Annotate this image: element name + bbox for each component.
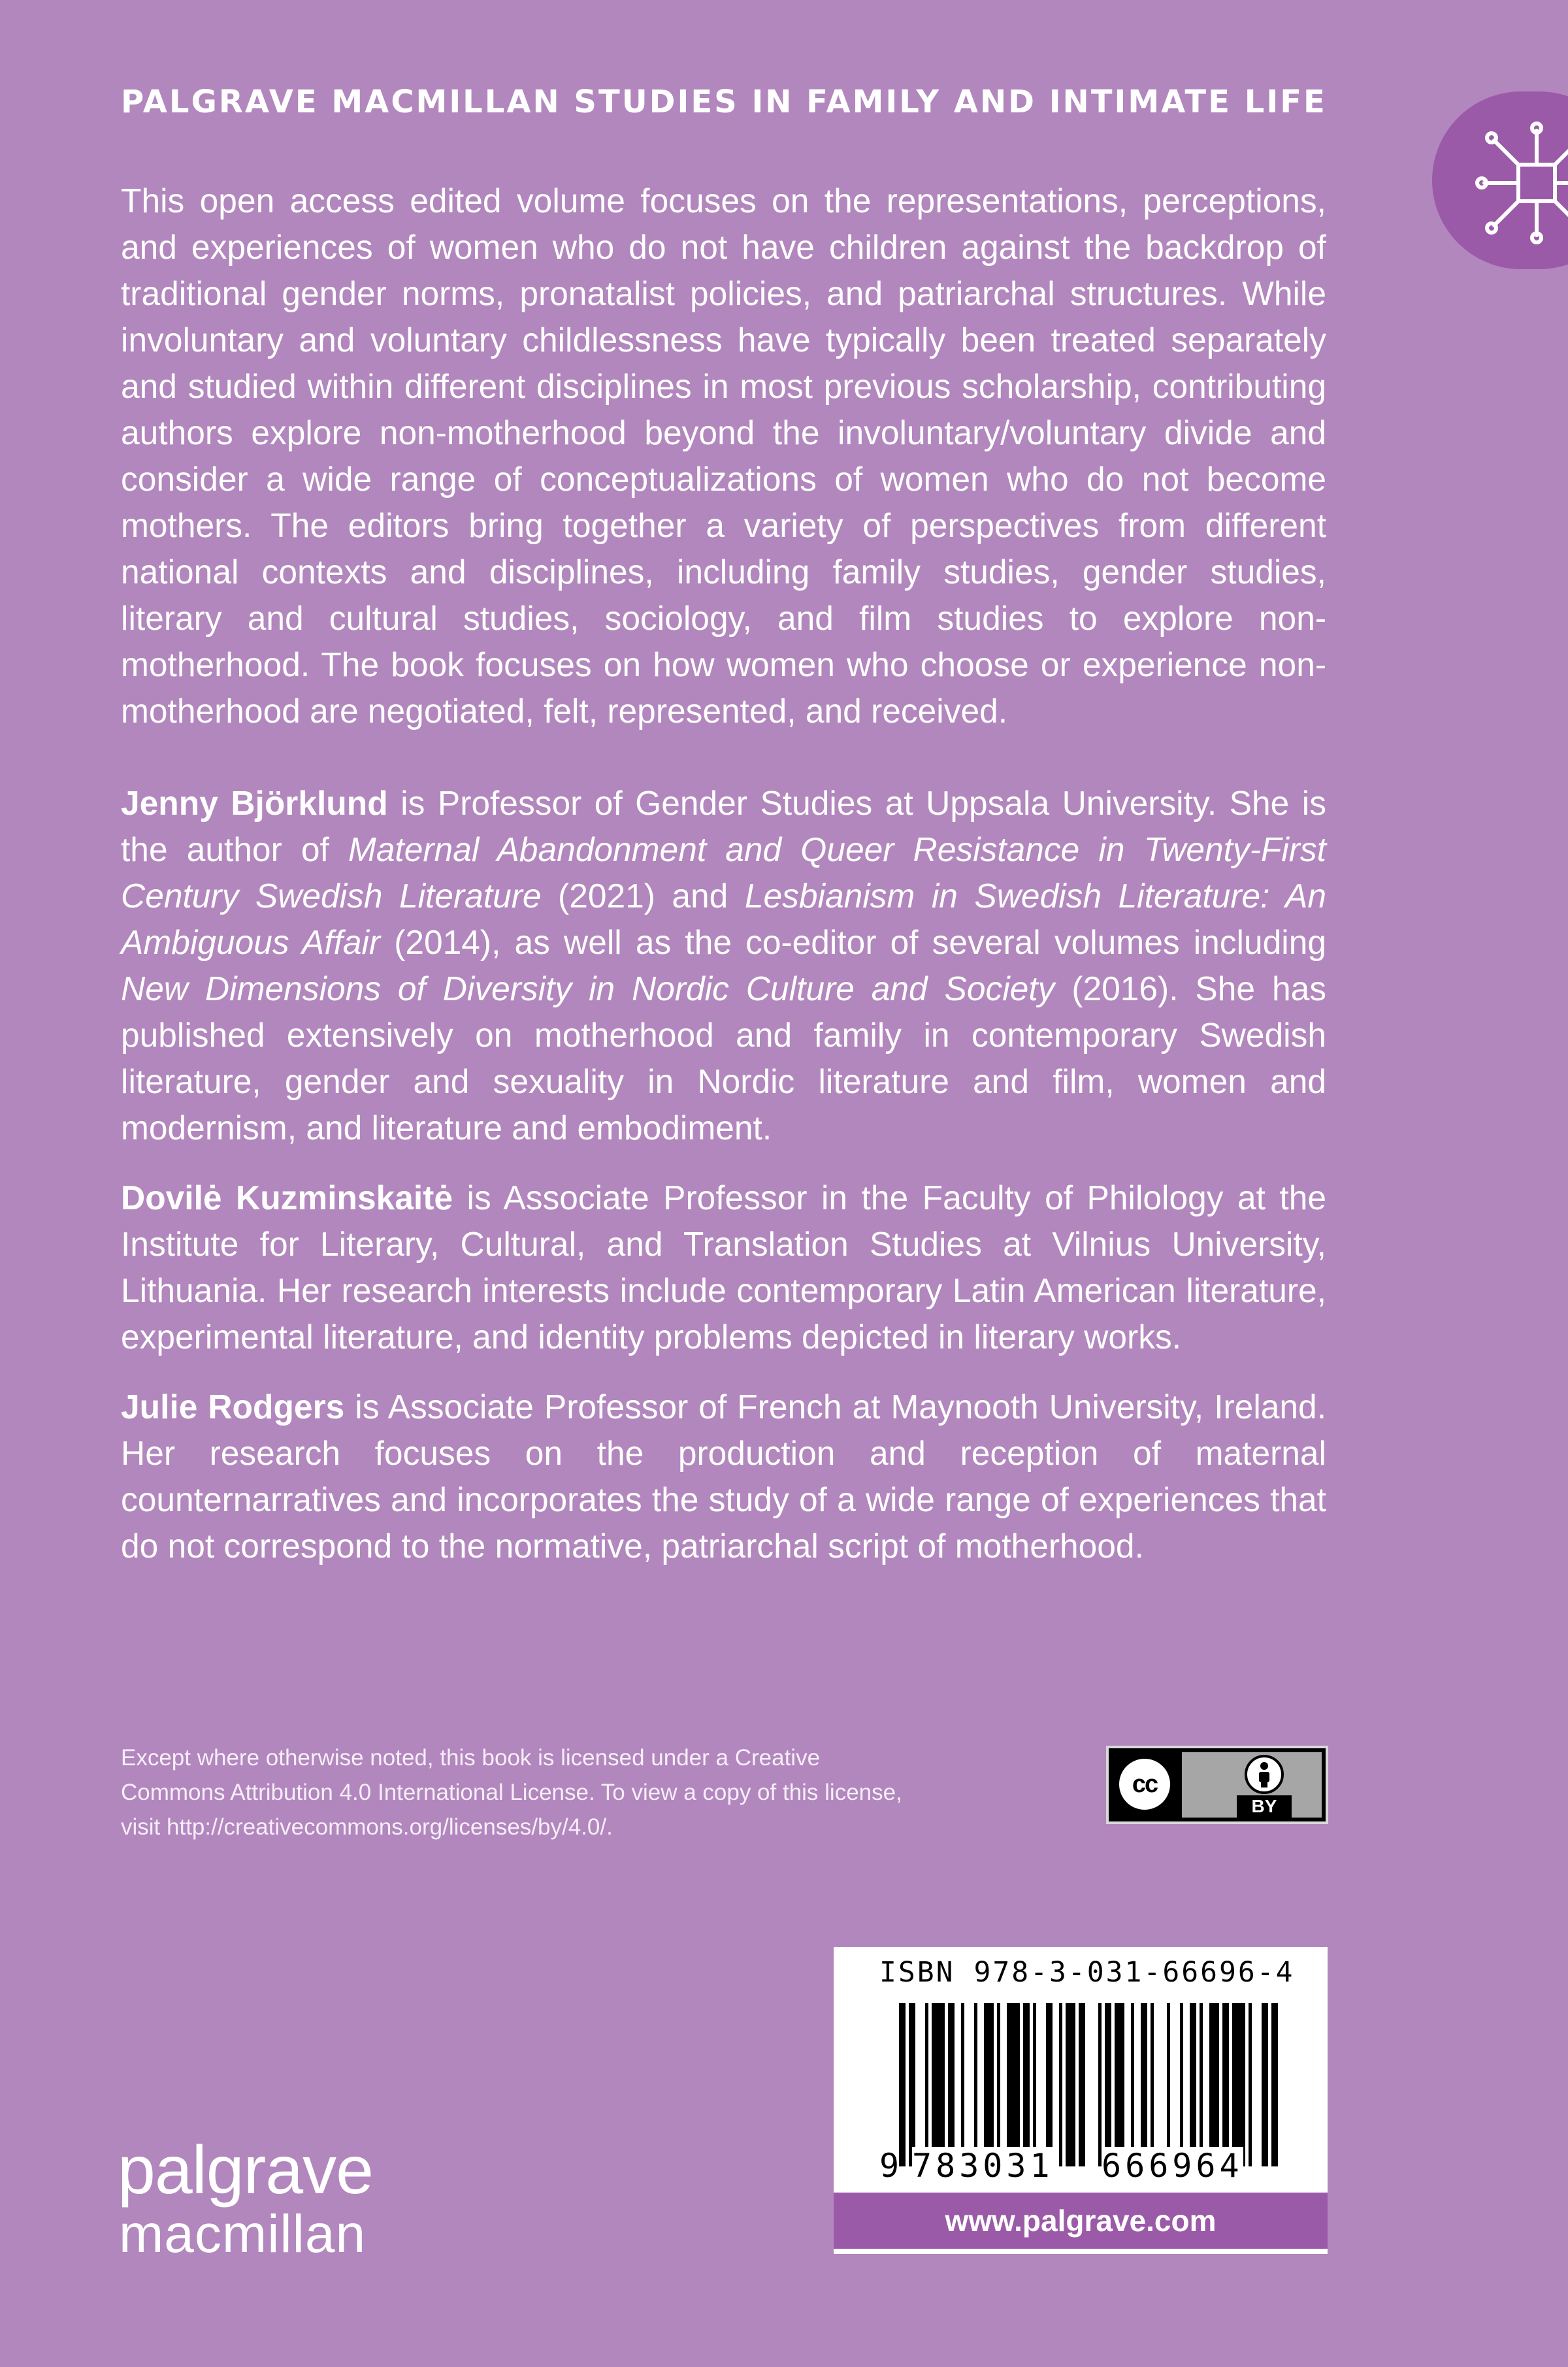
barcode-bar <box>984 2003 994 2166</box>
barcode-bar <box>1209 2003 1219 2166</box>
barcode-bar <box>1115 2003 1124 2166</box>
barcode-bar <box>1105 2003 1111 2166</box>
barcode-bar <box>1271 2003 1278 2166</box>
by-label: BY <box>1237 1795 1292 1818</box>
barcode-bar <box>1200 2003 1203 2166</box>
series-title: PALGRAVE MACMILLAN STUDIES IN FAMILY AND INTIMATE LIFE <box>121 84 1327 120</box>
logo-line-macmillan: macmillan <box>119 2204 367 2264</box>
corner-badge <box>1432 91 1568 269</box>
editor-name: Jenny Björklund <box>121 784 388 822</box>
barcode-bar <box>899 2003 906 2166</box>
barcode-bar <box>974 2003 977 2166</box>
barcode-bar <box>948 2003 955 2166</box>
barcode-bar <box>1059 2003 1062 2166</box>
back-cover-text <box>121 178 1326 1593</box>
barcode-bar <box>1066 2003 1075 2166</box>
barcode-bar <box>1249 2003 1252 2166</box>
editor-name: Dovilė Kuzminskaitė <box>121 1179 453 1216</box>
barcode-bar <box>932 2003 945 2166</box>
isbn-label: ISBN 978-3-031-66696-4 <box>879 1956 1295 1989</box>
barcode-lead-digit: 9 <box>879 2147 900 2185</box>
publisher-website: www.palgrave.com <box>834 2193 1328 2249</box>
book-title: New Dimensions of Diversity in Nordic Culture and Society <box>121 970 1055 1007</box>
license-notice: Except where otherwise noted, this book is licensed under a Creative Commons Attribution 4.0 International License. To view a copy of this license, visit http://creativecommons.org/licenses/by/4.0/. <box>121 1745 902 1840</box>
barcode-right-digits: 666964 <box>1102 2147 1243 2185</box>
network-node-icon <box>1471 118 1568 248</box>
cc-by-badge <box>1106 1746 1328 1824</box>
barcode-bar <box>909 2003 915 2166</box>
barcode-bar <box>1180 2003 1183 2166</box>
barcode-bar <box>1007 2003 1020 2166</box>
logo-line-palgrave: palgrave <box>118 2132 373 2208</box>
book-description: This open access edited volume focuses on the representations, perceptions, and experiences of women who do not have children against the backdrop of traditional gender norms, pronatalist policies, and patriarchal structures. While involuntary and voluntary childlessness have typically been treated separately and studied within different disciplines in most previous scholarship, contributing authors explore non-motherhood beyond the involuntary/voluntary divide and consider a wide range of conceptualizations of women who do not become mothers. The editors bring together a variety of perspectives from different national contexts and disciplines, including family studies, gender studies, literary and cultural studies, sociology, and film studies to explore non-motherhood. The book focuses on how women who choose or experience non-motherhood are negotiated, felt, represented, and received. <box>121 182 1326 730</box>
barcode-bar <box>1262 2003 1268 2166</box>
barcode-bar <box>1098 2003 1102 2166</box>
barcode-bar <box>1167 2003 1170 2166</box>
barcode-bar <box>997 2003 1000 2166</box>
barcode-bar <box>1023 2003 1030 2166</box>
barcode-bar <box>1141 2003 1147 2166</box>
barcode-bar <box>1222 2003 1229 2166</box>
attribution-person-icon <box>1245 1755 1284 1794</box>
barcode-bar <box>1079 2003 1085 2166</box>
editor-bio-bjorklund: Jenny Björklund is Professor of Gender Studies at Uppsala University. She is the author of Maternal Abandonment and Queer Resistance in Twenty-First Century Swedish Literature (2021) and Lesbianism in Swedish Literature: An Ambiguous Affair (2014), as well as the co-editor of several volumes including New Dimensions of Diversity in Nordic Culture and Society (2016). She has published extensively on motherhood and family in contemporary Swedish literature, gender and sexuality in Nordic literature and film, women and modernism, and literature and embodiment. <box>121 784 1326 1147</box>
editor-bio-rodgers: Julie Rodgers is Associate Professor of French at Maynooth University, Ireland. Her research focuses on the production and reception of maternal counternarratives and incorporates the study of a wide range of experiences that do not correspond to the normative, patriarchal script of motherhood. <box>121 1388 1327 1565</box>
editor-bio-kuzminskaite: Dovilė Kuzminskaitė is Associate Professor in the Faculty of Philology at the Institute for Literary, Cultural, and Translation Studies at Vilnius University, Lithuania. Her research interests include contemporary Latin American literature, experimental literature, and identity problems depicted in literary works. <box>121 1179 1327 1356</box>
publisher-logo <box>118 2132 373 2264</box>
barcode-bar <box>1046 2003 1053 2166</box>
creative-commons-icon: cc <box>1117 1756 1173 1812</box>
barcode-bar <box>925 2003 928 2166</box>
barcode-bar <box>1190 2003 1196 2166</box>
barcode-bar <box>961 2003 964 2166</box>
barcode-bar <box>1033 2003 1036 2166</box>
book-title: Lesbianism in Swedish Literature: An Ambiguous Affair <box>121 877 1326 961</box>
barcode-left-digits: 783031 <box>912 2147 1054 2185</box>
barcode-bar <box>1151 2003 1154 2166</box>
barcode-bar <box>1232 2003 1245 2166</box>
editor-name: Julie Rodgers <box>121 1388 345 1426</box>
book-title: Maternal Abandonment and Queer Resistance in Twenty-First Century Swedish Literature <box>121 830 1326 915</box>
barcode-bar <box>1131 2003 1134 2166</box>
